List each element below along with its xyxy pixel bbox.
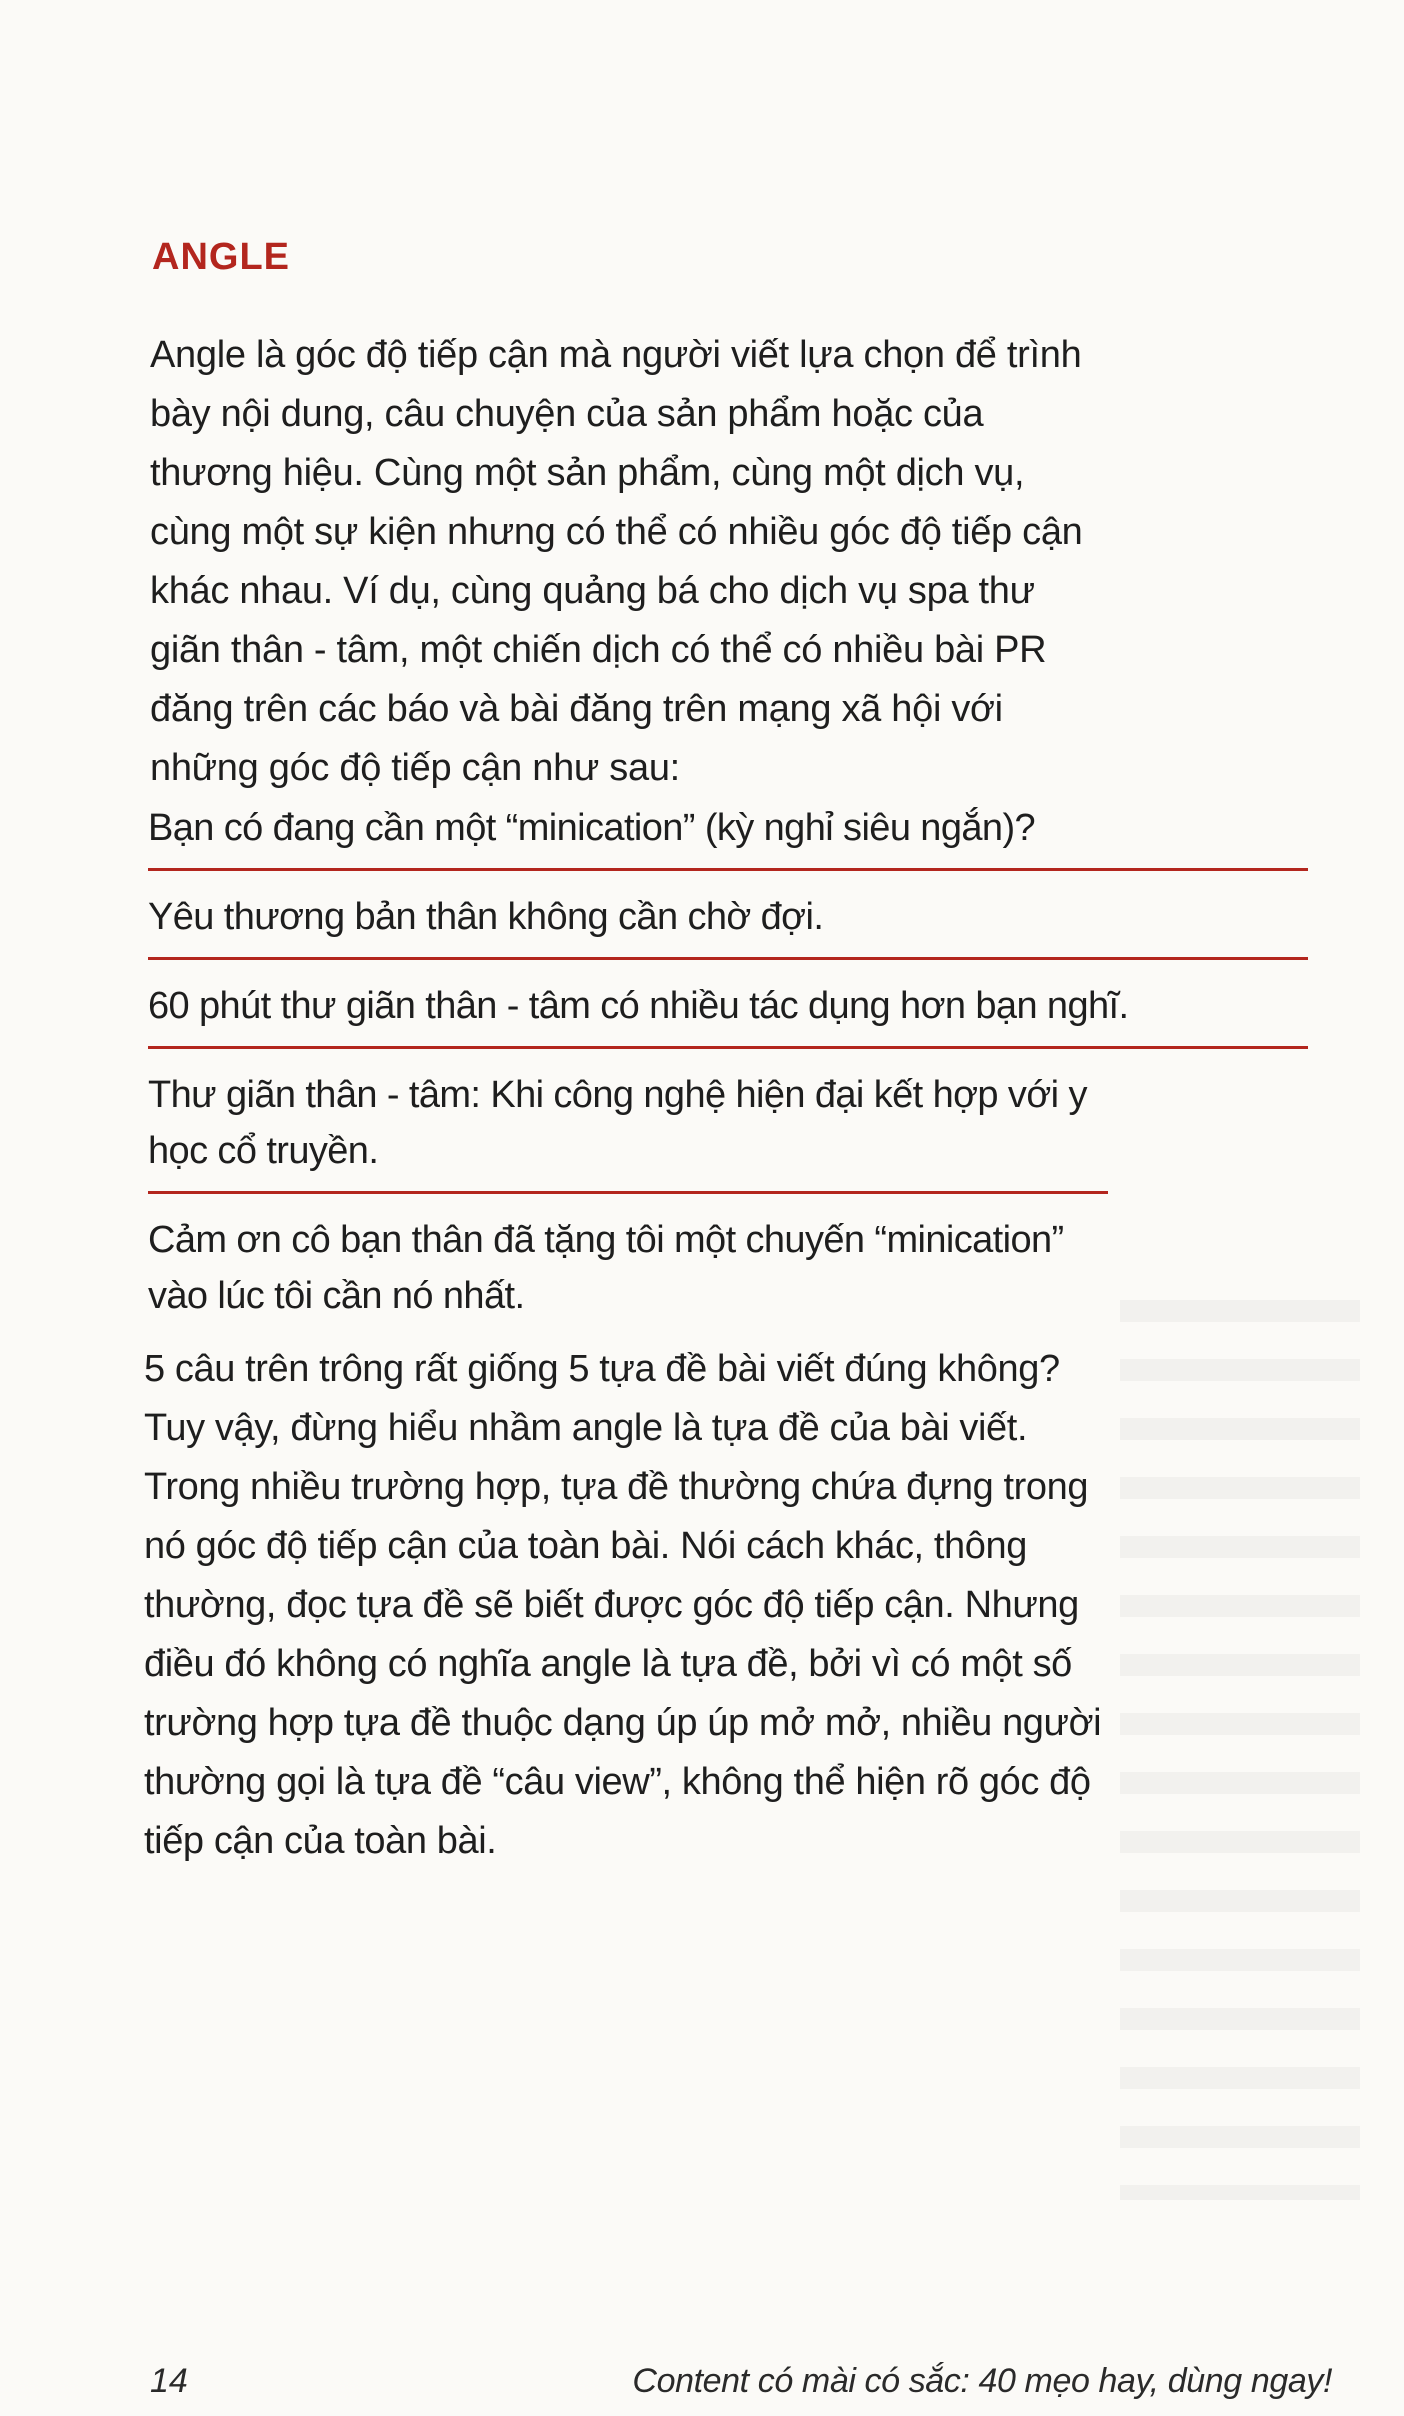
angle-example: Bạn có đang cần một “minication” (kỳ nghỉ siêu ngắn)? bbox=[148, 800, 1308, 871]
conclusion-paragraph: 5 câu trên trông rất giống 5 tựa đề bài viết đúng không? Tuy vậy, đừng hiểu nhầm angle là tựa đề của bài viết. Trong nhiều trường hợp, tựa đề thường chứa đựng trong nó góc độ tiếp cận của toàn bài. Nói cách khác, thông thường, đọc tựa đề sẽ biết được góc độ tiếp cận. Nhưng điều đó không có nghĩa angle là tựa đề, bởi vì có một số trường hợp tựa đề thuộc dạng úp úp mở mở, nhiều người thường gọi là tựa đề “câu view”, không thể hiện rõ góc độ tiếp cận của toàn bài. bbox=[144, 1348, 1102, 1862]
running-footer-title: Content có mài có sắc: 40 mẹo hay, dùng ngay! bbox=[632, 2362, 1332, 2400]
angle-example: Cảm ơn cô bạn thân đã tặng tôi một chuyến “minication” vào lúc tôi cần nó nhất. bbox=[148, 1219, 1064, 1317]
angle-examples-list bbox=[148, 800, 1308, 1336]
page-number: 14 bbox=[150, 2362, 188, 2400]
bleed-through-text bbox=[1120, 1300, 1360, 2200]
angle-example: 60 phút thư giãn thân - tâm có nhiều tác dụng hơn bạn nghĩ. bbox=[148, 978, 1308, 1049]
section-heading: ANGLE bbox=[152, 236, 290, 278]
angle-example: Thư giãn thân - tâm: Khi công nghệ hiện đại kết hợp với y học cổ truyền. bbox=[148, 1067, 1108, 1194]
intro-paragraph: Angle là góc độ tiếp cận mà người viết lựa chọn để trình bày nội dung, câu chuyện của sản phẩm hoặc của thương hiệu. Cùng một sản phẩm, cùng một dịch vụ, cùng một sự kiện nhưng có thể có nhiều góc độ tiếp cận khác nhau. Ví dụ, cùng quảng bá cho dịch vụ spa thư giãn thân - tâm, một chiến dịch có thể có nhiều bài PR đăng trên các báo và bài đăng trên mạng xã hội với những góc độ tiếp cận như sau: bbox=[150, 334, 1083, 789]
angle-example: Yêu thương bản thân không cần chờ đợi. bbox=[148, 889, 1308, 960]
